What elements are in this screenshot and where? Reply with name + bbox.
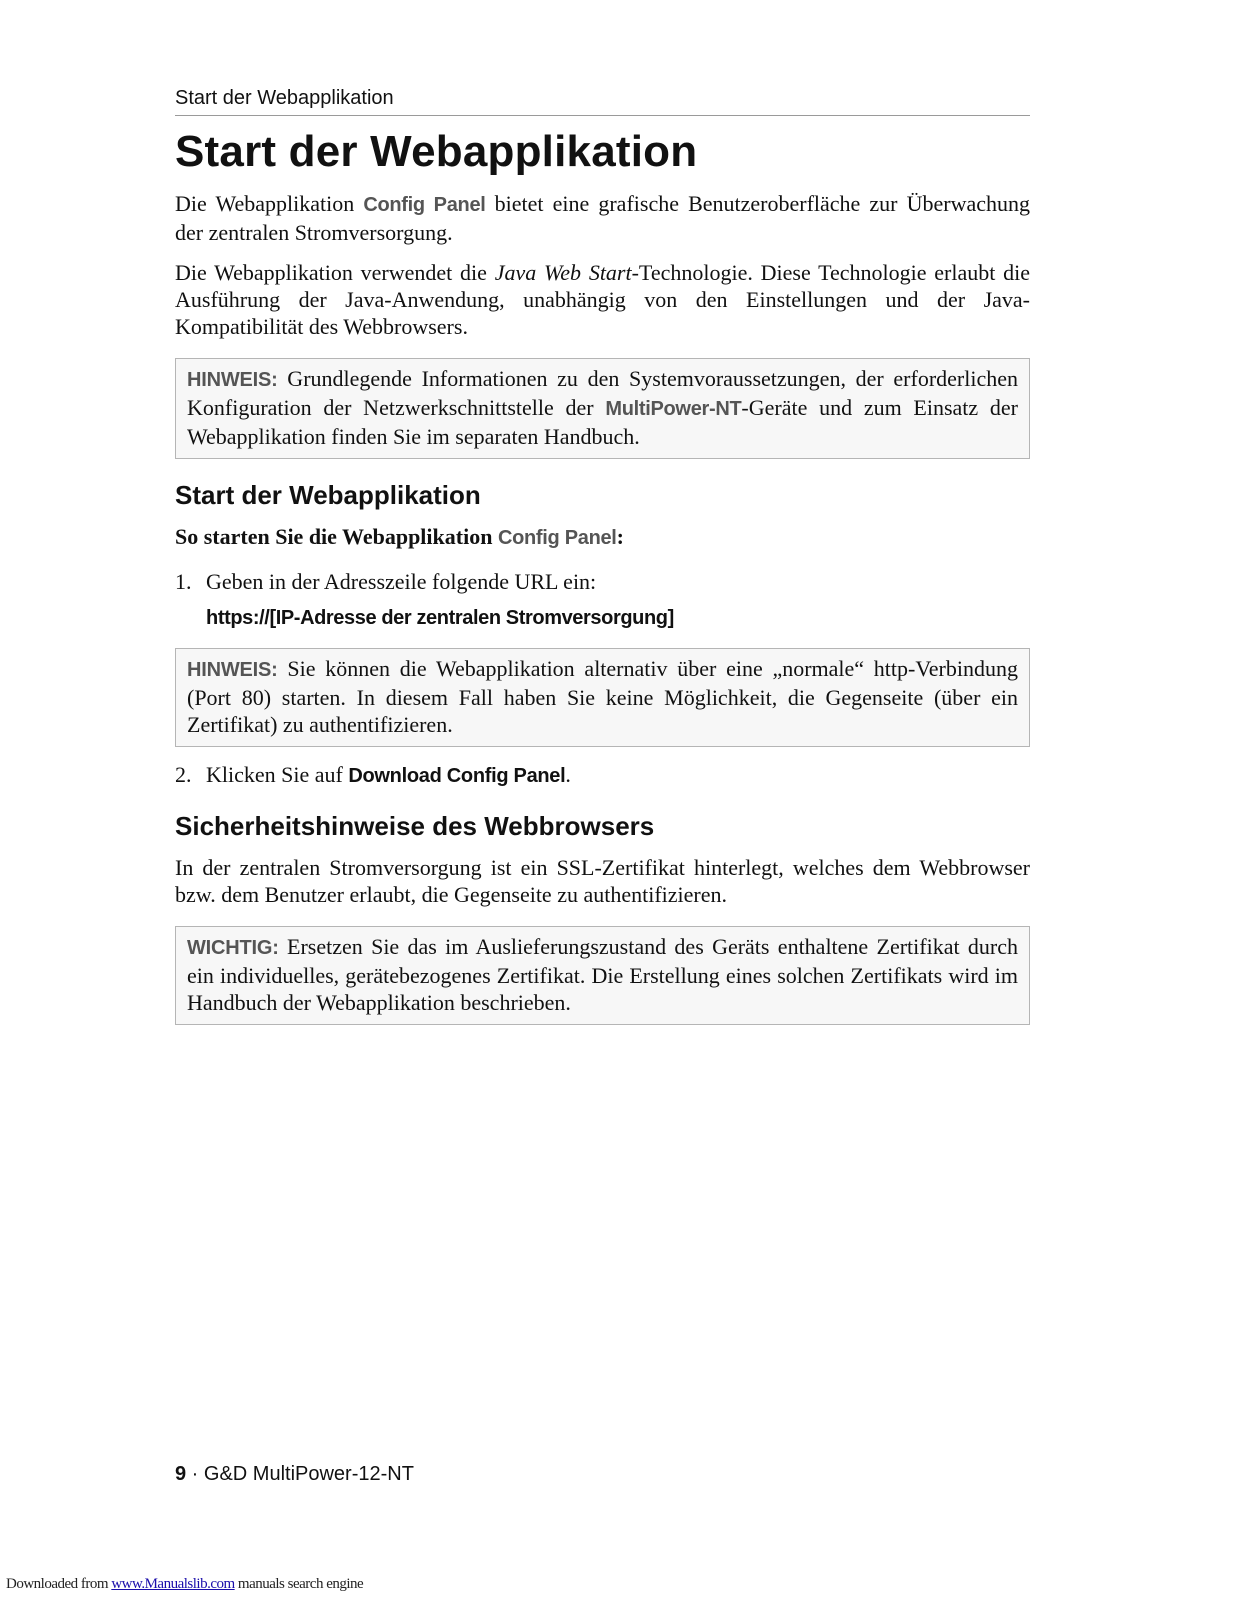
step-text: Geben in der Adresszeile folgende URL ein: [206, 569, 597, 594]
step-text [206, 761, 571, 790]
procedure-lead [175, 523, 1030, 552]
step-number: 2. [175, 762, 192, 787]
step-2 [175, 761, 1030, 790]
page-title: Start der Webapplikation [175, 127, 698, 176]
config-panel-term: Config Panel [363, 194, 486, 216]
step-number: 1. [175, 569, 192, 594]
intro-paragraph-2 [175, 259, 1030, 340]
page-content [175, 124, 1030, 1039]
step2-text-before: Klicken Sie auf [206, 762, 349, 787]
manualslib-link[interactable]: www.Manualslib.com [111, 1576, 235, 1592]
note-label: WICHTIG: [187, 937, 279, 959]
intro-paragraph-1 [175, 190, 1030, 246]
intro-p1-text-before: Die Webapplikation [175, 191, 364, 216]
note-text: Sie können die Webapplikation alternativ über eine „normale“ http-Verbindung (Port 80) starten. In diesem Fall haben Sie keine Möglichkeit, die Gegenseite (über ein Zertifikat) zu authentifizieren. [187, 656, 1018, 737]
page-number: 9 [175, 1463, 187, 1485]
download-prefix: Downloaded from [6, 1576, 112, 1592]
java-web-start-term: Java Web Start [494, 260, 632, 285]
section-heading-start: Start der Webapplikation [175, 480, 481, 510]
intro-p1-text-after: bietet eine grafische Benutzeroberfläche zur Überwachung der zentralen Stromversorgung. [175, 191, 1030, 245]
config-panel-term: Config Panel [497, 527, 617, 549]
intro-p2-text-before: Die Webapplikation verwendet die [175, 260, 495, 285]
wichtig-note [175, 926, 1030, 1025]
footer-product: G&D MultiPower-12-NT [203, 1463, 414, 1485]
step-1 [175, 568, 1030, 595]
url-text: https://[IP-Adresse der zentralen Stromversorgung] [206, 607, 674, 629]
note-text-before: Grundlegende Informationen zu den Systemvoraussetzungen, der erforderlichen Konfiguration der Netzwerkschnittstelle der [187, 366, 1018, 420]
step2-text-after: . [565, 762, 571, 787]
running-header: Start der Webapplikation [175, 86, 1030, 116]
lead-colon: : [616, 524, 624, 549]
note-text: Ersetzen Sie das im Auslieferungszustand des Geräts enthaltene Zertifikat durch ein individuelles, gerätebezogenes Zertifikat. Die Erstellung eines solchen Zertifikats wird im Handbuch der Webapplikation beschrieben. [187, 934, 1018, 1015]
hinweis-note-2 [175, 648, 1030, 747]
security-paragraph: In der zentralen Stromversorgung ist ein SSL-Zertifikat hinterlegt, welches dem Webbrowser bzw. dem Benutzer erlaubt, die Gegenseite zu authentifizieren. [175, 855, 1030, 907]
section-heading-security: Sicherheitshinweise des Webbrowsers [175, 811, 655, 841]
footer-separator: · [186, 1463, 204, 1485]
note-label: HINWEIS: [187, 659, 278, 681]
intro-p2-text-after: -Technologie. Diese Technologie erlaubt die Ausführung der Java-Anwendung, unabhängig von den Einstellungen und der Java-Kompatibilität des Webbrowsers. [175, 260, 1030, 339]
hinweis-note-1 [175, 358, 1030, 459]
note-text-after: -Geräte und zum Einsatz der Webapplikation finden Sie im separaten Handbuch. [187, 395, 1018, 449]
download-suffix: manuals search engine [234, 1576, 364, 1592]
page-footer [175, 1462, 414, 1486]
download-config-panel-term: Download Config Panel [348, 765, 566, 787]
download-bar [6, 1575, 363, 1593]
lead-text: So starten Sie die Webapplikation [175, 524, 498, 549]
multipower-nt-term: MultiPower-NT [605, 398, 742, 420]
note-label: HINWEIS: [187, 369, 278, 391]
